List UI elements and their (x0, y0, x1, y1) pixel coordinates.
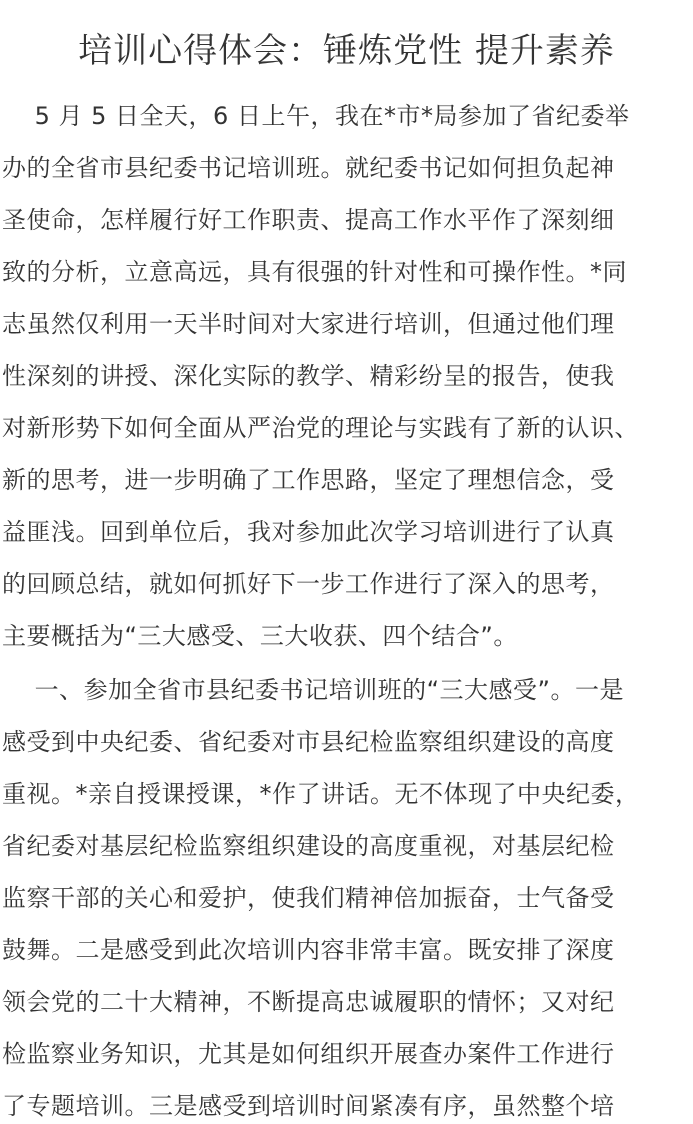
document-title: 培训心得体会：锤炼党性 提升素养 (78, 31, 615, 71)
paragraph-line: 新的思考，进一步明确了工作思路，坚定了理想信念，受 (2, 466, 615, 494)
paragraph-line: 鼓舞。二是感受到此次培训内容非常丰富。既安排了深度 (2, 936, 615, 964)
paragraph-line: 主要概括为“三大感受、三大收获、四个结合”。 (2, 622, 518, 650)
paragraph-line: 益匪浅。回到单位后，我对参加此次学习培训进行了认真 (2, 518, 615, 546)
paragraph-line: 性深刻的讲授、深化实际的教学、精彩纷呈的报告，使我 (2, 362, 615, 390)
paragraph-line: 办的全省市县纪委书记培训班。就纪委书记如何担负起神 (2, 154, 615, 182)
paragraph-line: 对新形势下如何全面从严治党的理论与实践有了新的认识、 (2, 414, 639, 442)
paragraph-line: 重视。*亲自授课授课，*作了讲话。无不体现了中央纪委， (2, 780, 640, 808)
paragraph-line: 省纪委对基层纪检监察组织建设的高度重视，对基层纪检 (2, 832, 615, 860)
paragraph-line: 了专题培训。三是感受到培训时间紧凑有序，虽然整个培 (2, 1092, 615, 1120)
paragraph-line: 检监察业务知识，尤其是如何组织开展查办案件工作进行 (2, 1040, 615, 1068)
paragraph-line: 监察干部的关心和爱护，使我们精神倍加振奋，士气备受 (2, 884, 615, 912)
paragraph-line: 5 月 5 日全天，6 日上午，我在*市*局参加了省纪委举 (2, 102, 630, 130)
paragraph-line: 一、参加全省市县纪委书记培训班的“三大感受”。一是 (2, 676, 624, 704)
paragraph-line: 领会党的二十大精神，不断提高忠诚履职的情怀；又对纪 (2, 988, 615, 1016)
paragraph-line: 志虽然仅利用一天半时间对大家进行培训，但通过他们理 (2, 310, 615, 338)
paragraph-line: 圣使命，怎样履行好工作职责、提高工作水平作了深刻细 (2, 206, 615, 234)
paragraph-line: 感受到中央纪委、省纪委对市县纪检监察组织建设的高度 (2, 728, 615, 756)
paragraph-line: 的回顾总结，就如何抓好下一步工作进行了深入的思考， (2, 570, 615, 598)
paragraph-line: 致的分析，立意高远，具有很强的针对性和可操作性。*同 (2, 258, 627, 286)
